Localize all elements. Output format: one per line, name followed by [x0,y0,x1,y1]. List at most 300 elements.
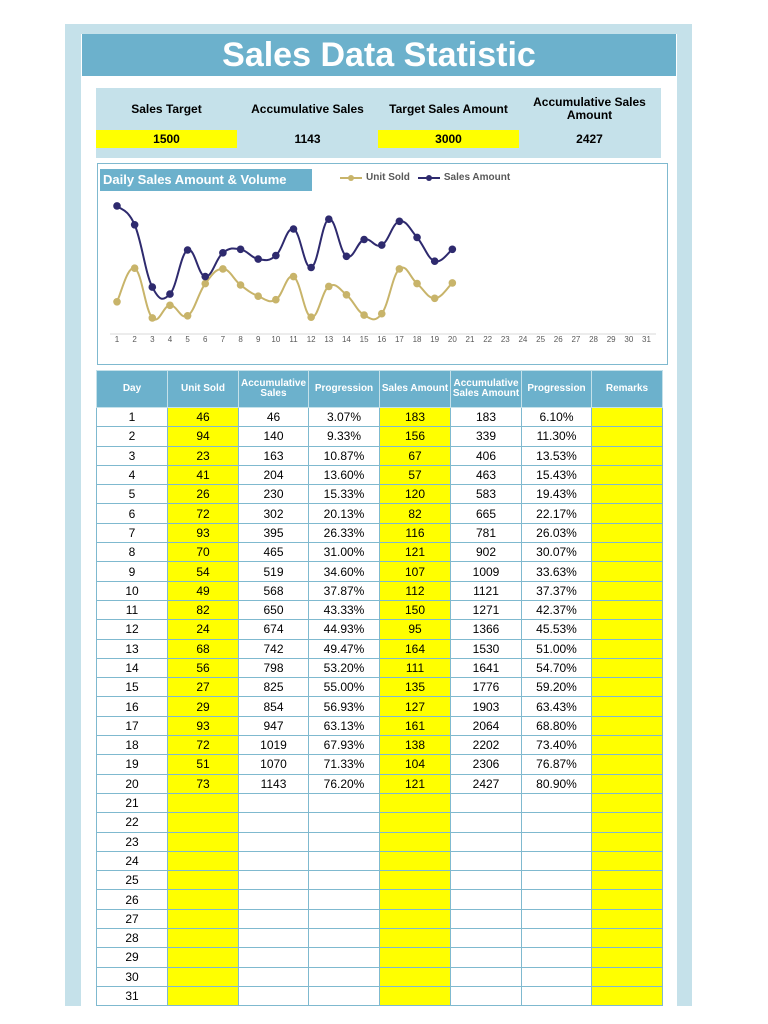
cell-remarks[interactable] [592,427,663,446]
cell-amount-progression: 6.10% [522,408,592,427]
unit-sold-point [449,279,457,287]
x-tick-label: 1 [114,335,120,344]
cell-accum-sales [239,948,309,967]
sales-amount-point [237,246,245,254]
x-tick-label: 23 [500,335,510,344]
cell-accum-sales [239,890,309,909]
x-tick-label: 29 [606,335,616,344]
cell-day: 28 [97,929,168,948]
sales-amount-point [272,252,280,260]
cell-amount-progression [522,871,592,890]
sales-amount-point [149,283,157,291]
cell-accum-sales: 46 [239,408,309,427]
table-row [97,620,663,639]
cell-remarks[interactable] [592,581,663,600]
cell-progression: 71.33% [309,755,380,774]
sales-amount-point [325,215,333,223]
cell-sales-amount[interactable]: 95 [380,620,451,639]
cell-accum-sales [239,967,309,986]
cell-day: 24 [97,851,168,870]
cell-remarks[interactable] [592,523,663,542]
cell-accum-sales: 1143 [239,774,309,793]
legend-unit-sold-marker [340,173,362,183]
cell-accum-sales: 1070 [239,755,309,774]
cell-progression: 15.33% [309,485,380,504]
cell-sales-amount[interactable]: 112 [380,581,451,600]
x-tick-label: 31 [642,335,651,344]
table-row [97,967,663,986]
cell-accum-amount [451,967,522,986]
cell-remarks[interactable] [592,716,663,735]
table-row [97,890,663,909]
x-tick-label: 30 [624,335,634,344]
col-accum-sales: Accumulative Sales [239,371,309,408]
cell-accum-amount [451,890,522,909]
table-header-row [97,371,663,408]
cell-accum-sales: 140 [239,427,309,446]
x-tick-label: 26 [553,335,563,344]
cell-amount-progression: 11.30% [522,427,592,446]
cell-remarks[interactable] [592,871,663,890]
cell-remarks[interactable] [592,620,663,639]
cell-progression: 31.00% [309,543,380,562]
cell-day: 26 [97,890,168,909]
cell-unit-sold[interactable]: 72 [168,504,239,523]
cell-progression: 43.33% [309,600,380,619]
cell-accum-sales: 163 [239,446,309,465]
cell-day: 15 [97,678,168,697]
cell-accum-amount [451,909,522,928]
cell-sales-amount[interactable]: 156 [380,427,451,446]
x-tick-label: 27 [571,335,581,344]
cell-accum-amount: 1530 [451,639,522,658]
cell-progression: 44.93% [309,620,380,639]
cell-accum-amount [451,871,522,890]
x-tick-label: 21 [465,335,475,344]
cell-progression: 76.20% [309,774,380,793]
table-row [97,639,663,658]
cell-day: 16 [97,697,168,716]
sales-amount-point [290,225,298,233]
cell-unit-sold[interactable] [168,948,239,967]
table-row [97,716,663,735]
x-tick-label: 24 [518,335,528,344]
cell-accum-sales: 519 [239,562,309,581]
unit-sold-point [343,291,351,299]
table-row [97,600,663,619]
cell-remarks[interactable] [592,929,663,948]
cell-accum-amount: 463 [451,465,522,484]
sales-amount-point [184,246,192,254]
cell-sales-amount[interactable]: 183 [380,408,451,427]
cell-day: 3 [97,446,168,465]
cell-accum-amount: 1271 [451,600,522,619]
cell-accum-amount [451,851,522,870]
cell-remarks[interactable] [592,446,663,465]
table-row [97,562,663,581]
cell-sales-amount[interactable] [380,967,451,986]
x-tick-label: 14 [341,335,351,344]
chart-legend [340,172,510,183]
cell-accum-sales: 395 [239,523,309,542]
cell-day: 1 [97,408,168,427]
cell-day: 22 [97,813,168,832]
cell-day: 12 [97,620,168,639]
unit-sold-point [184,312,192,320]
cell-day: 9 [97,562,168,581]
unit-sold-point [431,295,439,303]
cell-accum-amount: 2202 [451,736,522,755]
table-row [97,929,663,948]
cell-accum-amount: 1366 [451,620,522,639]
cell-sales-amount[interactable]: 121 [380,774,451,793]
cell-amount-progression [522,929,592,948]
sales-target-label: Sales Target [131,101,202,116]
cell-remarks[interactable] [592,504,663,523]
cell-unit-sold[interactable]: 23 [168,446,239,465]
cell-accum-sales: 825 [239,678,309,697]
cell-progression: 13.60% [309,465,380,484]
unit-sold-point [149,314,157,322]
cell-progression: 67.93% [309,736,380,755]
cell-progression [309,986,380,1005]
cell-amount-progression: 42.37% [522,600,592,619]
cell-amount-progression: 59.20% [522,678,592,697]
table-row [97,581,663,600]
cell-unit-sold[interactable]: 26 [168,485,239,504]
cell-sales-amount[interactable] [380,851,451,870]
target-amount-value[interactable]: 3000 [378,130,519,148]
cell-amount-progression: 63.43% [522,697,592,716]
cell-unit-sold[interactable]: 94 [168,427,239,446]
cell-day: 11 [97,600,168,619]
cell-unit-sold[interactable]: 93 [168,716,239,735]
cell-unit-sold[interactable]: 29 [168,697,239,716]
cell-day: 25 [97,871,168,890]
sales-amount-point [396,218,404,226]
cell-unit-sold[interactable]: 27 [168,678,239,697]
cell-accum-amount [451,986,522,1005]
cell-day: 19 [97,755,168,774]
table-row [97,851,663,870]
cell-amount-progression [522,948,592,967]
cell-accum-amount: 1903 [451,697,522,716]
cell-unit-sold[interactable]: 93 [168,523,239,542]
cell-day: 23 [97,832,168,851]
cell-accum-sales [239,793,309,812]
cell-sales-amount[interactable]: 135 [380,678,451,697]
cell-sales-amount[interactable] [380,890,451,909]
cell-unit-sold[interactable]: 41 [168,465,239,484]
cell-accum-amount: 1641 [451,658,522,677]
x-tick-label: 10 [271,335,281,344]
cell-remarks[interactable] [592,986,663,1005]
cell-sales-amount[interactable]: 138 [380,736,451,755]
cell-amount-progression [522,986,592,1005]
cell-accum-amount [451,793,522,812]
cell-progression [309,832,380,851]
cell-accum-sales: 798 [239,658,309,677]
sales-amount-point [343,253,351,261]
cell-accum-sales [239,986,309,1005]
cell-sales-amount[interactable]: 150 [380,600,451,619]
cell-sales-amount[interactable] [380,813,451,832]
cell-remarks[interactable] [592,736,663,755]
cell-day: 20 [97,774,168,793]
cell-progression: 55.00% [309,678,380,697]
x-tick-label: 28 [589,335,599,344]
cell-accum-sales: 854 [239,697,309,716]
x-tick-label: 4 [167,335,173,344]
cell-unit-sold[interactable]: 24 [168,620,239,639]
table-row [97,446,663,465]
cell-remarks[interactable] [592,851,663,870]
x-tick-label: 6 [203,335,208,344]
cell-unit-sold[interactable] [168,909,239,928]
unit-sold-point [360,311,368,319]
col-amount-progression: Progression [522,371,592,408]
col-unit-sold: Unit Sold [168,371,239,408]
cell-remarks[interactable] [592,639,663,658]
cell-sales-amount[interactable] [380,793,451,812]
x-tick-label: 19 [430,335,440,344]
col-sales-amount: Sales Amount [380,371,451,408]
cell-remarks[interactable] [592,600,663,619]
cell-remarks[interactable] [592,678,663,697]
cell-remarks[interactable] [592,755,663,774]
cell-amount-progression [522,909,592,928]
cell-progression: 10.87% [309,446,380,465]
cell-remarks[interactable] [592,832,663,851]
cell-sales-amount[interactable]: 121 [380,543,451,562]
cell-unit-sold[interactable]: 46 [168,408,239,427]
cell-sales-amount[interactable]: 127 [380,697,451,716]
cell-remarks[interactable] [592,543,663,562]
unit-sold-point [166,302,174,310]
cell-accum-sales: 674 [239,620,309,639]
sales-amount-point [307,264,315,272]
cell-remarks[interactable] [592,658,663,677]
cell-unit-sold[interactable] [168,967,239,986]
cell-accum-sales: 204 [239,465,309,484]
sales-amount-point [413,234,421,242]
cell-accum-amount: 665 [451,504,522,523]
cell-amount-progression: 19.43% [522,485,592,504]
x-tick-label: 3 [150,335,155,344]
cell-unit-sold[interactable] [168,929,239,948]
cell-unit-sold[interactable]: 73 [168,774,239,793]
cell-amount-progression: 26.03% [522,523,592,542]
cell-accum-amount: 1121 [451,581,522,600]
cell-accum-sales [239,851,309,870]
table-row [97,755,663,774]
line-chart [97,163,668,365]
cell-accum-sales [239,813,309,832]
cell-remarks[interactable] [592,890,663,909]
cell-day: 18 [97,736,168,755]
cell-accum-amount: 902 [451,543,522,562]
legend-sales-amount-marker [418,173,440,183]
table-row [97,408,663,427]
cell-unit-sold[interactable]: 49 [168,581,239,600]
cell-sales-amount[interactable]: 111 [380,658,451,677]
cell-remarks[interactable] [592,774,663,793]
cell-accum-amount: 406 [451,446,522,465]
cell-sales-amount[interactable]: 161 [380,716,451,735]
sales-amount-point [166,290,174,298]
cell-sales-amount[interactable] [380,832,451,851]
cell-accum-sales: 947 [239,716,309,735]
cell-sales-amount[interactable] [380,929,451,948]
cell-day: 8 [97,543,168,562]
cell-remarks[interactable] [592,909,663,928]
cell-progression [309,890,380,909]
cell-day: 30 [97,967,168,986]
cell-accum-sales: 465 [239,543,309,562]
cell-amount-progression: 76.87% [522,755,592,774]
cell-amount-progression: 22.17% [522,504,592,523]
cell-day: 13 [97,639,168,658]
cell-sales-amount[interactable]: 104 [380,755,451,774]
cell-accum-sales: 568 [239,581,309,600]
x-tick-label: 18 [412,335,422,344]
cell-accum-sales [239,929,309,948]
cell-progression: 20.13% [309,504,380,523]
unit-sold-point [237,281,245,289]
cell-accum-sales: 1019 [239,736,309,755]
cell-sales-amount[interactable] [380,948,451,967]
cell-remarks[interactable] [592,562,663,581]
cell-accum-amount: 339 [451,427,522,446]
cell-sales-amount[interactable] [380,986,451,1005]
cell-remarks[interactable] [592,967,663,986]
cell-unit-sold[interactable]: 82 [168,600,239,619]
table-row [97,813,663,832]
cell-amount-progression: 33.63% [522,562,592,581]
sales-amount-point [254,255,262,263]
sales-amount-point [431,257,439,265]
cell-day: 7 [97,523,168,542]
sales-target-value[interactable]: 1500 [96,130,237,148]
cell-unit-sold[interactable] [168,851,239,870]
cell-accum-sales [239,871,309,890]
x-tick-label: 5 [185,335,190,344]
cell-accum-amount [451,813,522,832]
col-day: Day [97,371,168,408]
col-progression: Progression [309,371,380,408]
table-row [97,832,663,851]
cell-remarks[interactable] [592,465,663,484]
cell-amount-progression: 51.00% [522,639,592,658]
cell-sales-amount[interactable]: 107 [380,562,451,581]
cell-sales-amount[interactable]: 120 [380,485,451,504]
cell-accum-amount: 2306 [451,755,522,774]
cell-amount-progression [522,890,592,909]
cell-progression [309,813,380,832]
cell-remarks[interactable] [592,485,663,504]
cell-day: 21 [97,793,168,812]
cell-unit-sold[interactable]: 54 [168,562,239,581]
cell-sales-amount[interactable]: 57 [380,465,451,484]
cell-sales-amount[interactable]: 164 [380,639,451,658]
page-title: Sales Data Statistic [82,34,676,76]
x-tick-label: 20 [447,335,457,344]
cell-amount-progression: 30.07% [522,543,592,562]
accum-amount-value: 2427 [576,132,603,146]
cell-accum-amount [451,948,522,967]
cell-remarks[interactable] [592,697,663,716]
cell-amount-progression: 45.53% [522,620,592,639]
cell-amount-progression [522,813,592,832]
x-tick-label: 22 [483,335,493,344]
table-row [97,736,663,755]
cell-day: 17 [97,716,168,735]
cell-unit-sold[interactable]: 51 [168,755,239,774]
cell-progression: 9.33% [309,427,380,446]
chart-canvas [98,164,667,364]
unit-sold-point [396,265,404,273]
cell-unit-sold[interactable] [168,986,239,1005]
cell-sales-amount[interactable]: 116 [380,523,451,542]
cell-unit-sold[interactable] [168,890,239,909]
unit-sold-point [219,265,227,273]
cell-accum-sales: 302 [239,504,309,523]
table-row [97,909,663,928]
cell-accum-amount [451,929,522,948]
table-row [97,793,663,812]
cell-day: 27 [97,909,168,928]
unit-sold-point [201,280,209,288]
cell-amount-progression: 37.37% [522,581,592,600]
cell-unit-sold[interactable] [168,793,239,812]
cell-unit-sold[interactable]: 68 [168,639,239,658]
cell-progression: 63.13% [309,716,380,735]
x-tick-label: 17 [394,335,404,344]
cell-unit-sold[interactable] [168,813,239,832]
cell-remarks[interactable] [592,408,663,427]
unit-sold-point [131,264,139,272]
table-row [97,543,663,562]
cell-unit-sold[interactable]: 56 [168,658,239,677]
cell-day: 4 [97,465,168,484]
cell-sales-amount[interactable]: 82 [380,504,451,523]
cell-unit-sold[interactable]: 72 [168,736,239,755]
cell-remarks[interactable] [592,948,663,967]
cell-remarks[interactable] [592,793,663,812]
cell-sales-amount[interactable] [380,909,451,928]
cell-unit-sold[interactable] [168,871,239,890]
cell-sales-amount[interactable] [380,871,451,890]
unit-sold-point [290,273,298,281]
sales-amount-point [219,249,227,257]
x-tick-label: 15 [359,335,369,344]
x-tick-label: 9 [255,335,261,344]
cell-accum-amount: 583 [451,485,522,504]
table-row [97,678,663,697]
accum-sales-label: Accumulative Sales [251,101,364,116]
cell-unit-sold[interactable] [168,832,239,851]
cell-day: 5 [97,485,168,504]
cell-day: 6 [97,504,168,523]
sales-amount-point [378,241,386,249]
cell-unit-sold[interactable]: 70 [168,543,239,562]
cell-sales-amount[interactable]: 67 [380,446,451,465]
unit-sold-point [325,283,333,291]
unit-sold-point [113,298,121,306]
cell-remarks[interactable] [592,813,663,832]
cell-progression: 26.33% [309,523,380,542]
x-tick-label: 2 [132,335,137,344]
